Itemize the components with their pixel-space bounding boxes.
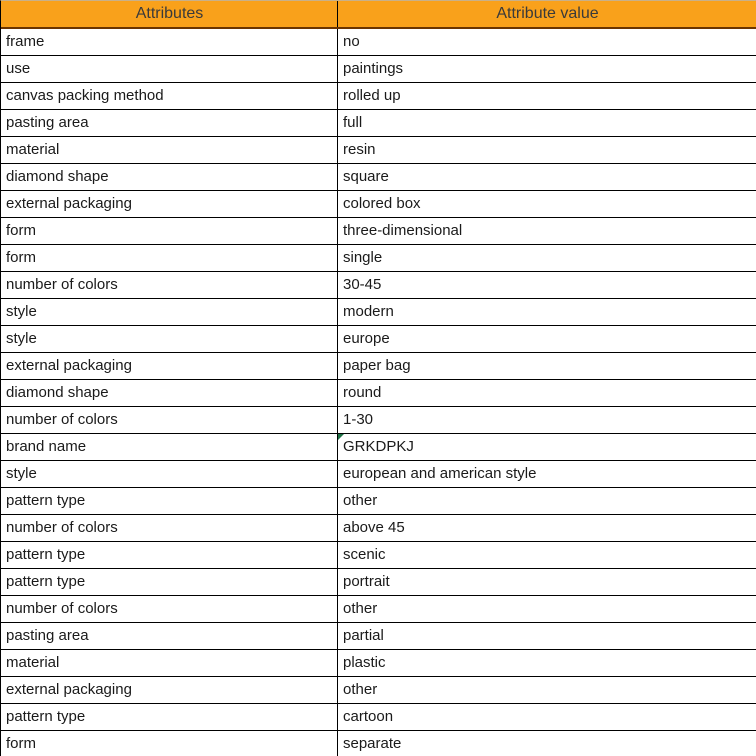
attribute-cell[interactable]: number of colors [1, 272, 338, 298]
value-text: other [343, 600, 378, 617]
value-text: paper bag [343, 357, 411, 374]
attribute-value-header-cell[interactable]: Attribute value [496, 4, 599, 22]
value-cell[interactable] [338, 56, 756, 82]
attribute-cell[interactable]: pattern type [1, 542, 338, 568]
value-text: above 45 [343, 519, 405, 536]
table-row [1, 461, 756, 488]
attribute-cell[interactable]: pasting area [1, 623, 338, 649]
value-text: europe [343, 330, 390, 347]
attribute-cell[interactable]: diamond shape [1, 380, 338, 406]
attribute-cell[interactable]: brand name [1, 434, 338, 460]
value-cell[interactable] [338, 407, 756, 433]
attribute-cell[interactable]: external packaging [1, 353, 338, 379]
table-row [1, 164, 756, 191]
value-cell[interactable] [338, 326, 756, 352]
attribute-cell[interactable]: form [1, 245, 338, 271]
table-row [1, 623, 756, 650]
table-row [1, 110, 756, 137]
attribute-cell[interactable]: number of colors [1, 407, 338, 433]
attribute-cell[interactable]: canvas packing method [1, 83, 338, 109]
table-row [1, 83, 756, 110]
attribute-cell[interactable]: diamond shape [1, 164, 338, 190]
value-cell[interactable] [338, 731, 756, 756]
value-text: scenic [343, 546, 386, 563]
table-row [1, 137, 756, 164]
table-row [1, 191, 756, 218]
value-cell[interactable] [338, 623, 756, 649]
value-text: rolled up [343, 87, 401, 104]
value-cell[interactable] [338, 245, 756, 271]
attribute-cell[interactable]: material [1, 650, 338, 676]
value-cell[interactable] [338, 29, 756, 55]
table-row [1, 677, 756, 704]
value-text: three-dimensional [343, 222, 463, 239]
table-row [1, 299, 756, 326]
attribute-cell[interactable]: number of colors [1, 515, 338, 541]
value-cell[interactable] [338, 515, 756, 541]
value-cell[interactable] [338, 353, 756, 379]
attribute-cell[interactable]: number of colors [1, 596, 338, 622]
attribute-cell[interactable]: pattern type [1, 704, 338, 730]
value-cell[interactable] [338, 569, 756, 595]
attribute-cell[interactable]: style [1, 299, 338, 325]
table-row [1, 353, 756, 380]
value-cell[interactable] [338, 488, 756, 514]
attribute-cell[interactable]: pattern type [1, 569, 338, 595]
table-header-row [1, 1, 756, 29]
value-cell[interactable] [338, 110, 756, 136]
attribute-cell[interactable]: pattern type [1, 488, 338, 514]
value-text: no [343, 33, 360, 50]
table-row [1, 515, 756, 542]
table-row [1, 488, 756, 515]
table-row [1, 272, 756, 299]
attribute-cell[interactable]: external packaging [1, 677, 338, 703]
value-text: portrait [343, 573, 390, 590]
attribute-cell[interactable]: frame [1, 29, 338, 55]
attribute-cell[interactable]: pasting area [1, 110, 338, 136]
value-cell[interactable] [338, 380, 756, 406]
table-body [1, 29, 756, 756]
value-text: square [343, 168, 389, 185]
value-cell[interactable] [338, 164, 756, 190]
table-row [1, 380, 756, 407]
cell-error-indicator-icon [338, 434, 344, 440]
attribute-cell[interactable]: external packaging [1, 191, 338, 217]
attribute-cell[interactable]: style [1, 326, 338, 352]
value-cell[interactable] [338, 434, 756, 460]
value-cell[interactable] [338, 542, 756, 568]
value-text: partial [343, 627, 384, 644]
table-row [1, 731, 756, 756]
table-row [1, 542, 756, 569]
value-text: round [343, 384, 382, 401]
value-cell[interactable] [338, 677, 756, 703]
value-text: cartoon [343, 708, 394, 725]
value-cell[interactable] [338, 704, 756, 730]
value-cell[interactable] [338, 461, 756, 487]
attributes-header-cell[interactable]: Attributes [1, 1, 338, 27]
value-text: modern [343, 303, 394, 320]
table-row [1, 56, 756, 83]
table-row [1, 569, 756, 596]
value-text: plastic [343, 654, 386, 671]
value-cell[interactable] [338, 650, 756, 676]
table-row [1, 650, 756, 677]
attribute-cell[interactable]: form [1, 218, 338, 244]
value-cell[interactable] [338, 137, 756, 163]
value-cell[interactable] [338, 596, 756, 622]
value-text: GRKDPKJ [343, 438, 414, 455]
attribute-cell[interactable]: form [1, 731, 338, 756]
value-cell[interactable] [338, 272, 756, 298]
table-row [1, 596, 756, 623]
attribute-cell[interactable]: style [1, 461, 338, 487]
value-text: other [343, 681, 378, 698]
attribute-cell[interactable]: material [1, 137, 338, 163]
value-cell[interactable] [338, 299, 756, 325]
table-row [1, 704, 756, 731]
value-text: other [343, 492, 378, 509]
table-row [1, 218, 756, 245]
value-cell[interactable] [338, 191, 756, 217]
value-text: colored box [343, 195, 421, 212]
table-row [1, 29, 756, 56]
value-text: resin [343, 141, 376, 158]
table-row [1, 326, 756, 353]
value-text: european and american style [343, 465, 537, 482]
value-text: single [343, 249, 383, 266]
value-text: 30-45 [343, 276, 382, 293]
table-row [1, 245, 756, 272]
table-row [1, 407, 756, 434]
value-cell[interactable] [338, 83, 756, 109]
value-text: separate [343, 735, 402, 752]
table-row [1, 434, 756, 461]
value-text: paintings [343, 60, 404, 77]
value-cell[interactable] [338, 218, 756, 244]
value-text: full [343, 114, 363, 131]
value-text: 1-30 [343, 411, 374, 428]
attribute-cell[interactable]: use [1, 56, 338, 82]
